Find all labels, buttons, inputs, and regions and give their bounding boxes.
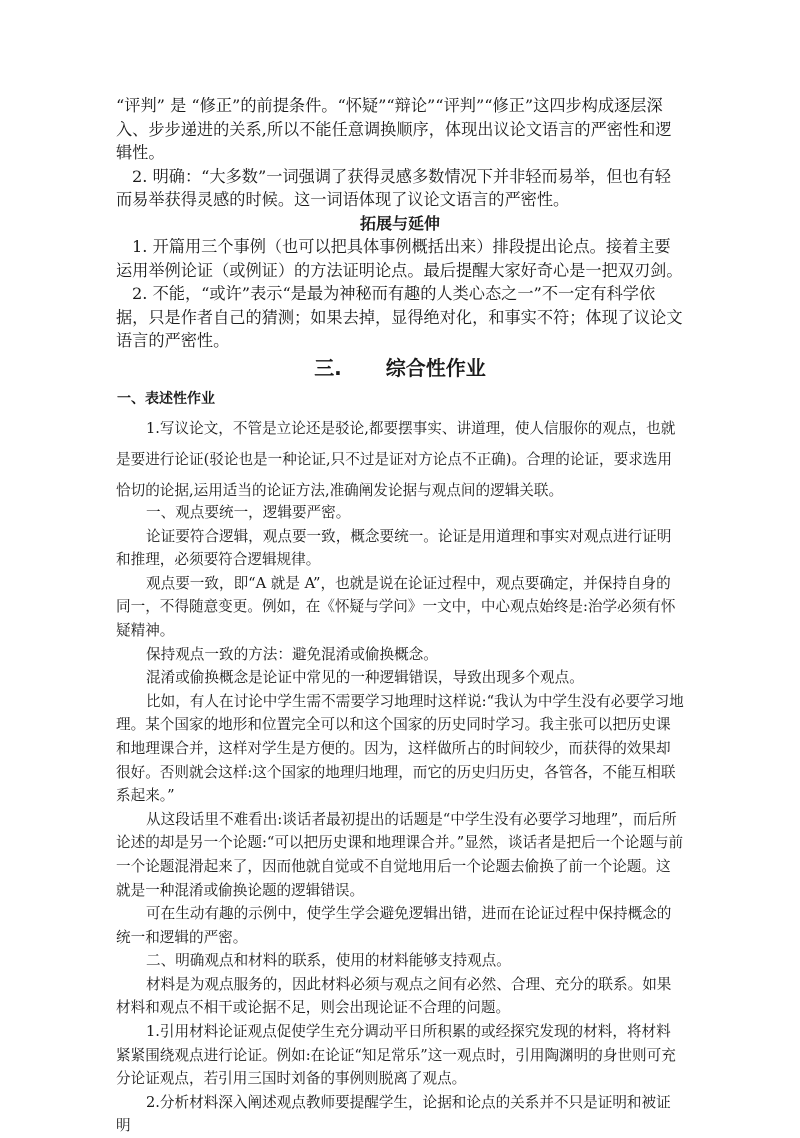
extension-subheading: 拓展与延伸 — [359, 213, 440, 233]
body-paragraph: 从这段话里不难看出:谈话者最初提出的话题是“中学生没有必要学习地理”，而后所论述的却是另一个论题:“可以把历史课和地理课合并。”显然，谈话者是把后一个论题与前一个论题混滑起来了，因而他就自觉或不自觉地用后一个论题去偷换了前一个论题。这就是一种混淆或偷换论题的逻辑错误。 — [116, 810, 684, 899]
answer-paragraph-1: “评判” 是 “修正”的前提条件。“怀疑”“辩论”“评判”“修正”这四步构成逐层深入、步步递进的关系,所以不能任意调换顺序，体现出议论文语言的严密性和逻辑性。 — [116, 96, 672, 162]
body-paragraph: 观点要一致，即“A 就是 A”，也就是说在论证过程中，观点要确定，并保持自身的同一，不得随意变更。例如，在《怀疑与学问》一文中，中心观点始终是:治学必须有怀疑精神。 — [116, 574, 676, 639]
body-paragraph: 2.分析材料深入阐述观点教师要提醒学生，论据和论点的关系并不只是证明和被证明 — [116, 1093, 671, 1135]
extension-paragraph-1: 1. 开篇用三个事例（也可以把具体事例概括出来）排段提出论点。接着主要运用举例论证（或例证）的方法证明论点。最后提醒大家好奇心是一把双刃剑。 — [116, 237, 683, 280]
body-paragraph: 二、明确观点和材料的联系，使用的材料能够支持观点。 — [146, 952, 511, 970]
body-paragraph: 可在生动有趣的示例中，使学生学会避免逻辑出错，进而在论证过程中保持概念的统一和逻辑的严密。 — [116, 905, 672, 946]
intro-paragraph: 1.写议论文，不管是立论还是驳论,都要摆事实、讲道理，使人信服你的观点，也就是要进行论证(驳论也是一种论证,只不过是证对方论点不正确)。合理的论证，要求选用恰切的论据,运用适当的论证方法,准确阐发论据与观点间的逻辑关联。 — [116, 420, 676, 499]
body-paragraph: 论证要符合逻辑，观点要一致，概念要统一。论证是用道理和事实对观点进行证明和推理，必须要符合逻辑规律。 — [116, 527, 672, 569]
answer-continuation — [0, 94, 800, 353]
body-paragraph: 保持观点一致的方法：避免混淆或偷换概念。 — [146, 645, 438, 663]
body-paragraph: 一、观点要统一，逻辑要严密。 — [146, 504, 351, 521]
subsection-heading: 一、表述性作业 — [117, 391, 215, 407]
section-heading — [0, 355, 800, 381]
body-paragraph: 1.引用材料论证观点促使学生充分调动平日所积累的或经探究发现的材料，将材料紧紧围绕观点进行论证。例如:在论证“知足常乐”这一观点时，引用陶渊明的身世则可充分论证观点，若引用三国时刘备的事例则脱离了观点。 — [116, 1023, 676, 1088]
body-paragraph: 混淆或偷换概念是论证中常见的一种逻辑错误，导致出现多个观点。 — [146, 669, 584, 687]
body-block — [0, 501, 800, 1138]
answer-paragraph-2: 2. 明确：“大多数”一词强调了获得灵感多数情况下并非轻而易举，但也有轻而易举获得灵感的时候。这一词语体现了议论文语言的严密性。 — [116, 166, 671, 209]
intro-block — [0, 413, 800, 506]
body-paragraph: 比如，有人在讨论中学生需不需要学习地理时这样说:“我认为中学生没有必要学习地理。某个国家的地形和位置完全可以和这个国家的历史同时学习。我主张可以把历史课和地理课合并，这样对学生是方便的。因为，这样做所占的时间较少，而获得的效果却很好。否则就会这样:这个国家的地理归地理，而它的历史归历史，各管各，不能互相联系起来。” — [116, 692, 684, 805]
extension-paragraph-2: 2. 不能，“或许”表示“是最为神秘而有趣的人类心态之一”不一定有科学依据，只是作者自己的猜测；如果去掉，显得绝对化，和事实不符；体现了议论文语言的严密性。 — [116, 284, 683, 350]
body-paragraph: 材料是为观点服务的，因此材料必须与观点之间有必然、合理、充分的联系。如果材料和观点不相干或论据不足，则会出现论证不合理的问题。 — [116, 975, 672, 1017]
section-title: 综合性作业 — [385, 356, 486, 380]
section-number: 三. — [314, 356, 342, 380]
